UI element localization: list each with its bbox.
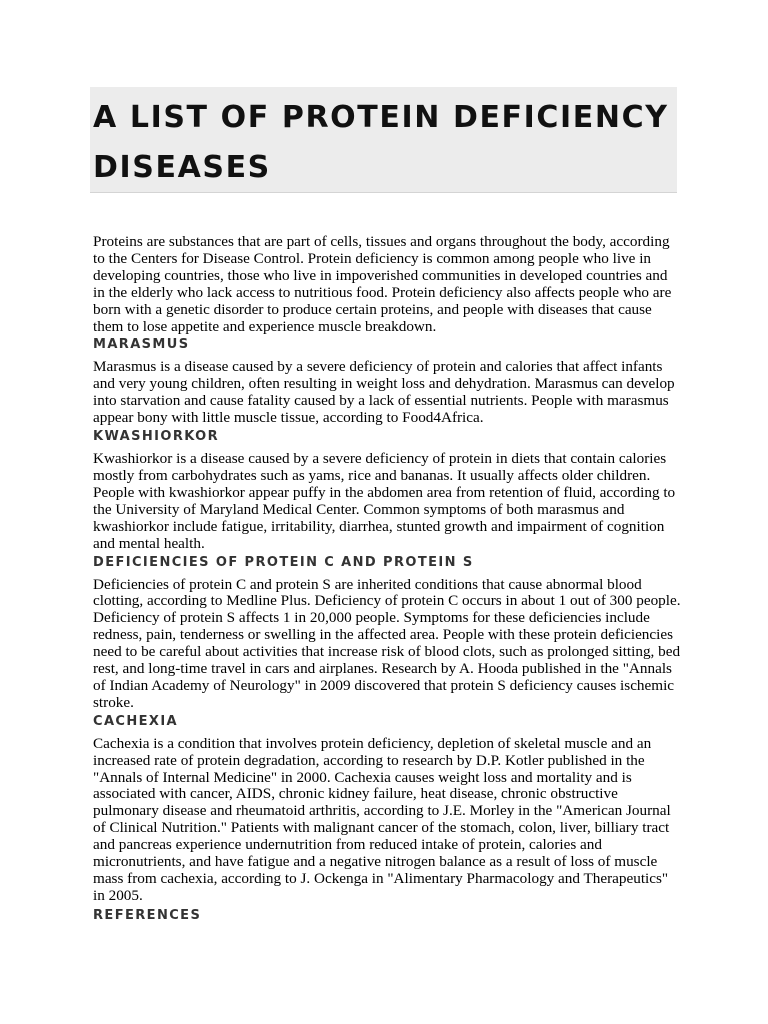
- heading-marasmus: MARASMUS: [93, 337, 190, 353]
- heading-protein-c-and-s: DEFICIENCIES OF PROTEIN C AND PROTEIN S: [93, 554, 474, 570]
- article-body: [93, 234, 683, 924]
- paragraph-kwashiorkor: Kwashiorkor is a disease caused by a severe deficiency of protein in diets that contain calories mostly from carbohydrates such as yams, rice and bananas. It usually affects older children. People with kwashiorkor appear puffy in the abdomen area from retention of fluid, according to the University of Maryland Medical Center. Common symptoms of both marasmus and kwashiorkor include fatigue, irritability, diarrhea, stunted growth and impairment of cognition and mental health.: [93, 450, 676, 552]
- paragraph-protein-c-and-s: Deficiencies of protein C and protein S are inherited conditions that cause abnormal blood clotting, according to Medline Plus. Deficiency of protein C occurs in about 1 out of 300 people. Deficiency of protein S affects 1 in 20,000 people. Symptoms for these deficiencies include redness, pain, tenderness or swelling in the affected area. People with these protein deficiencies need to be careful about activities that increase risk of blood clots, such as prolonged sitting, bed rest, and long-time travel in cars and airplanes. Research by A. Hooda published in the "Annals of Indian Academy of Neurology" in 2009 discovered that protein S deficiency causes ischemic stroke.: [93, 575, 681, 711]
- heading-cachexia: CACHEXIA: [93, 713, 179, 729]
- paragraph-marasmus: Marasmus is a disease caused by a severe deficiency of protein and calories that affect infants and very young children, often resulting in weight loss and dehydration. Marasmus can develop into starvation and cause fatality caused by a lack of essential nutrients. People with marasmus appear bony with little muscle tissue, according to Food4Africa.: [93, 358, 675, 427]
- heading-references: REFERENCES: [93, 907, 202, 923]
- page-title: A LIST OF PROTEIN DEFICIENCY DISEASES: [93, 100, 669, 185]
- intro-paragraph: Proteins are substances that are part of cells, tissues and organs throughout the body, according to the Centers for Disease Control. Protein deficiency is common among people who live in developing countries, those who live in impoverished communities in developed countries and in the elderly who lack access to nutritious food. Protein deficiency also affects people who are born with a genetic disorder to produce certain proteins, and people with diseases that cause them to lose appetite and experience muscle breakdown.: [93, 233, 672, 335]
- paragraph-cachexia: Cachexia is a condition that involves protein deficiency, depletion of skeletal muscle and an increased rate of protein degradation, according to research by D.P. Kotler published in the "Annals of Internal Medicine" in 2000. Cachexia causes weight loss and mortality and is associated with cancer, AIDS, chronic kidney failure, heat disease, chronic obstructive pulmonary disease and rheumatoid arthritis, according to J.E. Morley in the "American Journal of Clinical Nutrition." Patients with malignant cancer of the stomach, colon, liver, billiary tract and pancreas experience undernutrition from reduced intake of protein, calories and micronutrients, and have fatigue and a negative nitrogen balance as a result of loss of muscle mass from cachexia, according to J. Ockenga in "Alimentary Pharmacology and Therapeutics" in 2005.: [93, 734, 671, 904]
- title-banner: [90, 87, 677, 193]
- heading-kwashiorkor: KWASHIORKOR: [93, 429, 219, 445]
